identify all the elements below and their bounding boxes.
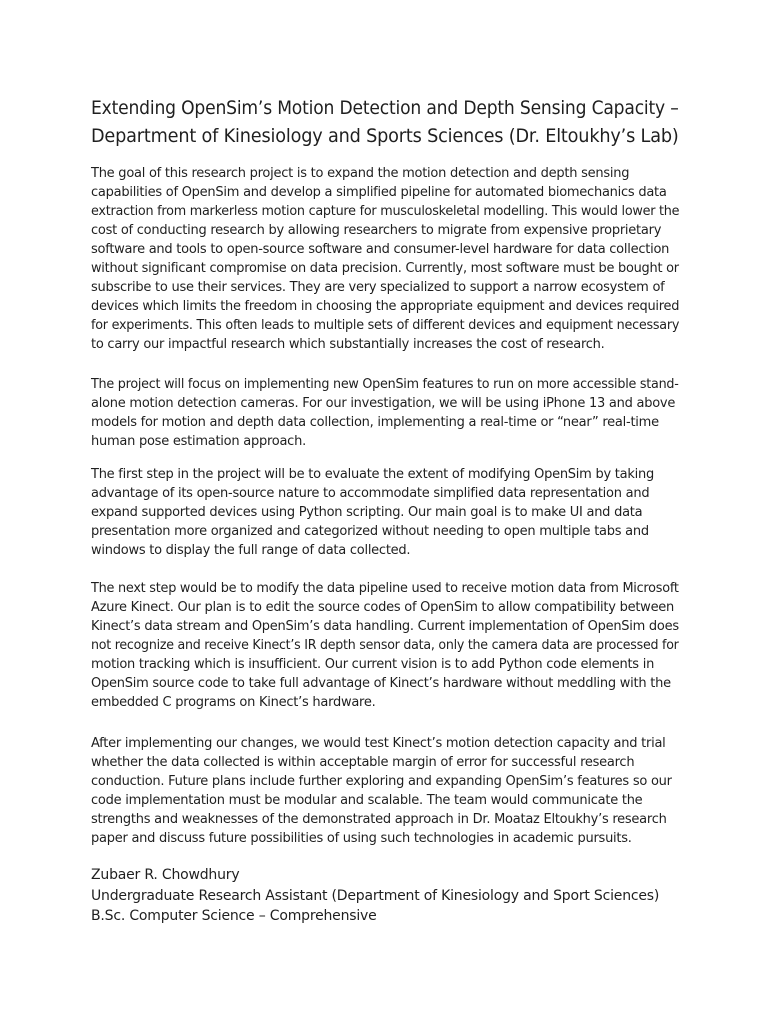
paragraph-line: The project will focus on implementing new OpenSim features to run on more accessible stand-: [91, 377, 679, 392]
paragraph-line: extraction from markerless motion capture for musculoskeletal modelling. This would lower the: [91, 204, 680, 219]
paragraph-line: human pose estimation approach.: [91, 434, 306, 449]
paragraph-line: without significant compromise on data precision. Currently, most software must be bought or: [91, 261, 679, 276]
title-line: Department of Kinesiology and Sports Sciences (Dr. Eltoukhy’s Lab): [91, 125, 679, 147]
paragraph-line: Azure Kinect. Our plan is to edit the source codes of OpenSim to allow compatibility between: [91, 600, 675, 615]
paragraph-line: alone motion detection cameras. For our investigation, we will be using iPhone 13 and above: [91, 396, 676, 411]
paragraph-line: embedded C programs on Kinect’s hardware.: [91, 695, 376, 710]
paragraph-line: subscribe to use their services. They are very specialized to support a narrow ecosystem of: [91, 280, 665, 295]
paragraph-line: Kinect’s data stream and OpenSim’s data handling. Current implementation of OpenSim does: [91, 619, 679, 634]
paragraph-line: strengths and weaknesses of the demonstrated approach in Dr. Moataz Eltoukhy’s research: [91, 812, 667, 827]
paragraph-line: for experiments. This often leads to multiple sets of different devices and equipment necessary: [91, 318, 680, 333]
title-line: Extending OpenSim’s Motion Detection and Depth Sensing Capacity –: [91, 97, 679, 119]
paragraph-line: cost of conducting research by allowing researchers to migrate from expensive proprietary: [91, 223, 662, 238]
paragraph-line: code implementation must be modular and scalable. The team would communicate the: [91, 793, 643, 808]
paragraph-line: models for motion and depth data collection, implementing a real-time or “near” real-time: [91, 415, 659, 430]
paragraph-line: software and tools to open-source software and consumer-level hardware for data collection: [91, 242, 670, 257]
signature-degree: B.Sc. Computer Science – Comprehensive: [91, 908, 377, 924]
paragraph-line: capabilities of OpenSim and develop a simplified pipeline for automated biomechanics data: [91, 185, 667, 200]
signature-name: Zubaer R. Chowdhury: [91, 867, 240, 883]
signature-role: Undergraduate Research Assistant (Department of Kinesiology and Sport Sciences): [91, 888, 660, 904]
paragraph-line: presentation more organized and categorized without needing to open multiple tabs and: [91, 524, 649, 539]
paragraph-line: whether the data collected is within acceptable margin of error for successful research: [91, 755, 635, 770]
paragraph-line: The next step would be to modify the data pipeline used to receive motion data from Microsoft: [91, 581, 679, 596]
paragraph-line: devices which limits the freedom in choosing the appropriate equipment and devices required: [91, 299, 680, 314]
paragraph-line: The goal of this research project is to expand the motion detection and depth sensing: [91, 166, 630, 181]
paragraph-line: windows to display the full range of data collected.: [91, 543, 411, 558]
paragraph-line: conduction. Future plans include further exploring and expanding OpenSim’s features so our: [91, 774, 672, 789]
paragraph-line: expand supported devices using Python scripting. Our main goal is to make UI and data: [91, 505, 643, 520]
paragraph-line: After implementing our changes, we would test Kinect’s motion detection capacity and trial: [91, 736, 666, 751]
paragraph-line: The first step in the project will be to evaluate the extent of modifying OpenSim by taking: [91, 467, 654, 482]
paragraph-line: paper and discuss future possibilities of using such technologies in academic pursuits.: [91, 831, 632, 846]
paragraph-line: OpenSim source code to take full advantage of Kinect’s hardware without meddling with the: [91, 676, 671, 691]
paragraph-line: advantage of its open-source nature to accommodate simplified data representation and: [91, 486, 650, 501]
paragraph-line: to carry our impactful research which substantially increases the cost of research.: [91, 337, 605, 352]
paragraph-line: motion tracking which is insufficient. Our current vision is to add Python code elements in: [91, 657, 655, 672]
paragraph-line: not recognize and receive Kinect’s IR depth sensor data, only the camera data are processed for: [91, 638, 679, 653]
